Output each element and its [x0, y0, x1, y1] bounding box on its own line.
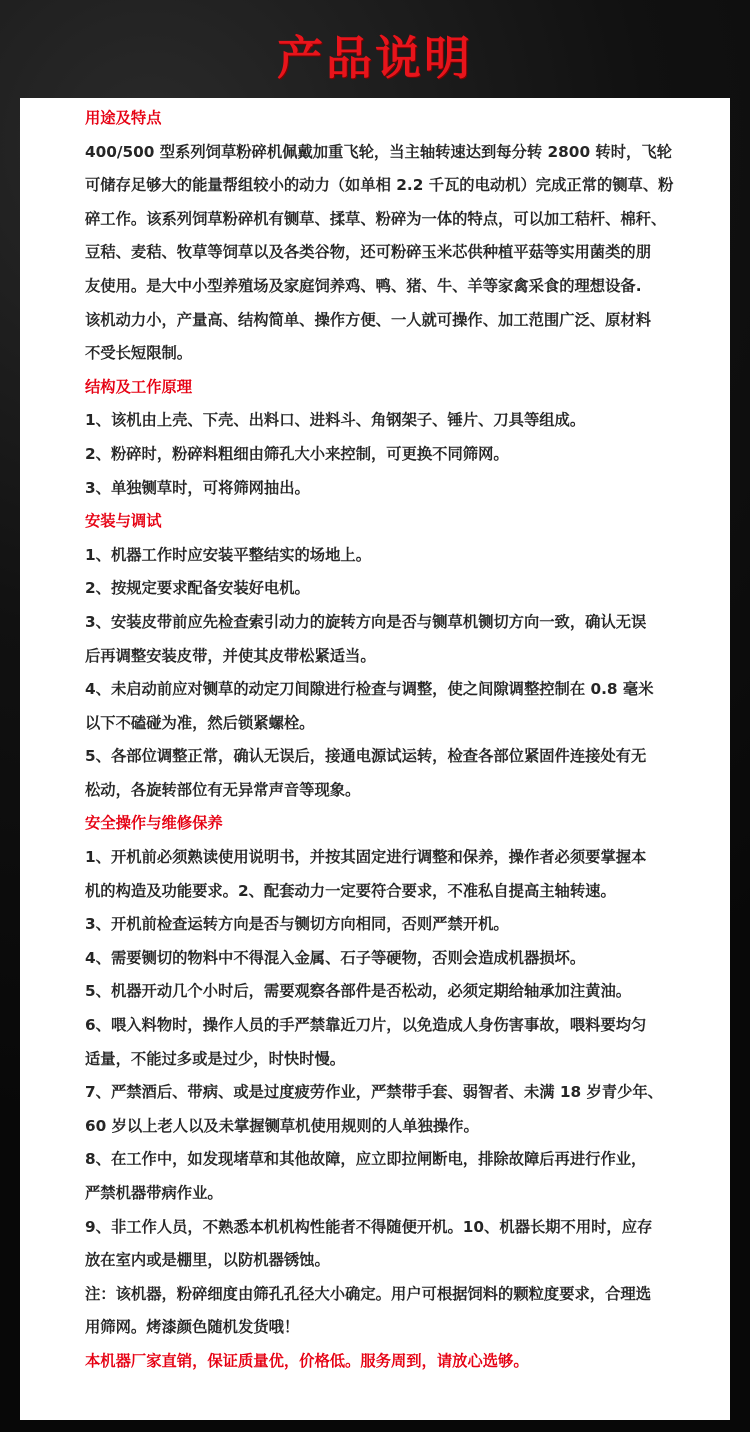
line-19: 5、各部位调整正常，确认无误后，接通电源试运转，检查各部位紧固件连接处有无	[85, 747, 647, 766]
line-16: 后再调整安装皮带，并使其皮带松紧适当。	[85, 646, 376, 665]
line-7: 不受长短限制。	[85, 344, 193, 363]
line-20: 松动，各旋转部位有无异常声音等现象。	[85, 780, 361, 799]
line-23: 机的构造及功能要求。2、配套动力一定要符合要求，不准私自提高主轴转速。	[85, 881, 616, 900]
line-15: 3、安装皮带前应先检查索引动力的旋转方向是否与铡草机铡切方向一致，确认无误	[85, 612, 647, 631]
line-4: 豆秸、麦秸、牧草等饲草以及各类谷物，还可粉碎玉米芯供种植平菇等实用菌类的朋	[85, 243, 651, 262]
line-6: 该机动力小，产量高、结构简单、操作方便、一人就可操作、加工范围广泛、原材料	[85, 310, 651, 329]
line-25: 4、需要铡切的物料中不得混入金属、石子等硬物，否则会造成机器损坏。	[85, 948, 586, 967]
section-heading: 用途及特点	[85, 109, 162, 127]
line-31: 8、在工作中，如发现堵草和其他故障，应立即拉闸断电，排除故障后再进行作业，	[85, 1150, 647, 1169]
line-35: 注：该机器，粉碎细度由筛孔孔径大小确定。用户可根据饲料的颗粒度要求，合理选	[85, 1284, 651, 1303]
description-sheet	[20, 98, 730, 1420]
line-5: 友使用。是大中小型养殖场及家庭饲养鸡、鸭、猪、牛、羊等家禽采食的理想设备.	[85, 276, 642, 295]
line-28: 适量，不能过多或是过少，时快时慢。	[85, 1049, 346, 1068]
line-36: 用筛网。烤漆颜色随机发货哦！	[85, 1318, 300, 1337]
line-24: 3、开机前检查运转方向是否与铡切方向相同，否则严禁开机。	[85, 915, 509, 934]
description-content	[85, 102, 705, 1379]
line-34: 放在室内或是棚里，以防机器锈蚀。	[85, 1251, 330, 1270]
line-27: 6、喂入料物时，操作人员的手严禁靠近刀片，以免造成人身伤害事故，喂料要均匀	[85, 1016, 647, 1035]
line-33: 9、非工作人员，不熟悉本机机构性能者不得随便开机。10、机器长期不用时，应存	[85, 1217, 653, 1236]
line-9: 1、该机由上壳、下壳、出料口、进料斗、角钢架子、锤片、刀具等组成。	[85, 411, 586, 430]
line-1: 400/500 型系列饲草粉碎机佩戴加重飞轮，当主轴转速达到每分转 2800 转时，飞轮	[85, 142, 672, 161]
line-14: 2、按规定要求配备安装好电机。	[85, 579, 310, 598]
section-heading: 安装与调试	[85, 512, 162, 531]
line-2: 可储存足够大的能量帮组较小的动力（如单相 2.2 千瓦的电动机）完成正常的铡草、粉	[85, 176, 674, 195]
line-3: 碎工作。该系列饲草粉碎机有铡草、揉草、粉碎为一体的特点，可以加工秸杆、棉秆、	[85, 209, 667, 228]
line-11: 3、单独铡草时，可将筛网抽出。	[85, 478, 310, 497]
line-10: 2、粉碎时，粉碎料粗细由筛孔大小来控制，可更换不同筛网。	[85, 444, 509, 463]
line-22: 1、开机前必须熟读使用说明书，并按其固定进行调整和保养，操作者必须要掌握本	[85, 848, 647, 867]
page-title: 产品说明	[277, 31, 473, 85]
section-heading: 安全操作与维修保养	[85, 814, 223, 833]
line-13: 1、机器工作时应安装平整结实的场地上。	[85, 545, 371, 564]
line-32: 严禁机器带病作业。	[85, 1184, 223, 1202]
line-18: 以下不磕碰为准，然后锁紧螺栓。	[85, 713, 315, 732]
line-29: 7、严禁酒后、带病、或是过度疲劳作业，严禁带手套、弱智者、未满 18 岁青少年、	[85, 1083, 663, 1102]
line-26: 5、机器开动几个小时后，需要观察各部件是否松动，必须定期给轴承加注黄油。	[85, 982, 632, 1001]
section-heading: 结构及工作原理	[85, 377, 193, 396]
section-heading: 本机器厂家直销，保证质量优，价格低。服务周到，请放心选够。	[85, 1351, 529, 1370]
line-17: 4、未启动前应对铡草的动定刀间隙进行检查与调整，使之间隙调整控制在 0.8 毫米	[85, 680, 654, 699]
line-30: 60 岁以上老人以及未掌握铡草机使用规则的人单独操作。	[85, 1116, 479, 1135]
